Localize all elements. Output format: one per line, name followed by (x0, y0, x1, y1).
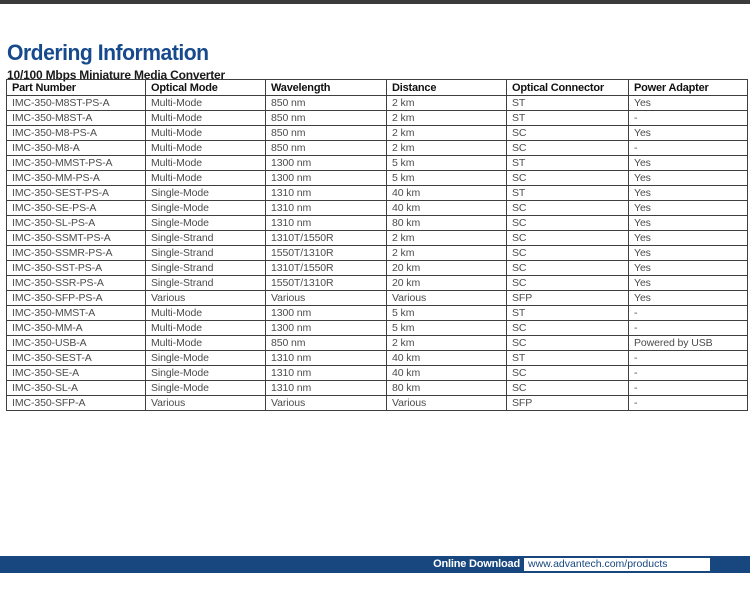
table-cell: 5 km (387, 306, 507, 321)
table-cell: Yes (629, 201, 748, 216)
table-cell: Multi-Mode (146, 306, 266, 321)
table-cell: 2 km (387, 111, 507, 126)
table-cell: 5 km (387, 321, 507, 336)
table-cell: 850 nm (266, 141, 387, 156)
table-cell: SC (507, 231, 629, 246)
table-subtitle: 10/100 Mbps Miniature Media Converter (7, 67, 225, 82)
table-cell: Various (266, 291, 387, 306)
table-cell: IMC-350-MM-PS-A (7, 171, 146, 186)
table-cell: 2 km (387, 141, 507, 156)
table-row (7, 156, 748, 171)
table-cell: Multi-Mode (146, 171, 266, 186)
table-cell: 5 km (387, 171, 507, 186)
table-cell: Various (146, 396, 266, 411)
table-cell: SFP (507, 396, 629, 411)
table-cell: Yes (629, 171, 748, 186)
table-cell: 850 nm (266, 126, 387, 141)
table-cell: 2 km (387, 96, 507, 111)
table-cell: IMC-350-SFP-PS-A (7, 291, 146, 306)
table-cell: SC (507, 321, 629, 336)
table-row (7, 171, 748, 186)
table-row (7, 111, 748, 126)
table-cell: 2 km (387, 231, 507, 246)
table-cell: Yes (629, 261, 748, 276)
table-cell: ST (507, 306, 629, 321)
table-cell: 20 km (387, 276, 507, 291)
table-cell: ST (507, 156, 629, 171)
table-cell: Multi-Mode (146, 141, 266, 156)
table-cell: IMC-350-SEST-A (7, 351, 146, 366)
table-cell: SC (507, 261, 629, 276)
table-cell: IMC-350-M8ST-PS-A (7, 96, 146, 111)
table-cell: IMC-350-USB-A (7, 336, 146, 351)
table-cell: Single-Strand (146, 246, 266, 261)
table-cell: Yes (629, 246, 748, 261)
table-cell: SC (507, 336, 629, 351)
table-cell: SFP (507, 291, 629, 306)
table-cell: ST (507, 111, 629, 126)
table-cell: 850 nm (266, 96, 387, 111)
table-cell: IMC-350-SFP-A (7, 396, 146, 411)
table-cell: 1310T/1550R (266, 231, 387, 246)
table-cell: ST (507, 96, 629, 111)
website-url-link[interactable]: www.advantech.com/products (524, 558, 710, 571)
table-cell: IMC-350-SSR-PS-A (7, 276, 146, 291)
table-row (7, 366, 748, 381)
table-row (7, 336, 748, 351)
table-cell: - (629, 306, 748, 321)
table-row (7, 321, 748, 336)
table-cell: ST (507, 186, 629, 201)
ordering-table-container (6, 79, 747, 411)
table-cell: 1300 nm (266, 156, 387, 171)
table-cell: IMC-350-SSMT-PS-A (7, 231, 146, 246)
table-cell: 80 km (387, 381, 507, 396)
column-header: Distance (387, 80, 507, 96)
column-header: Optical Mode (146, 80, 266, 96)
table-cell: 850 nm (266, 111, 387, 126)
table-cell: Single-Strand (146, 231, 266, 246)
table-cell: 1310 nm (266, 366, 387, 381)
table-cell: 40 km (387, 366, 507, 381)
table-row (7, 351, 748, 366)
table-cell: IMC-350-M8-A (7, 141, 146, 156)
table-row (7, 231, 748, 246)
table-cell: Single-Mode (146, 201, 266, 216)
table-cell: - (629, 381, 748, 396)
table-cell: SC (507, 141, 629, 156)
table-cell: IMC-350-SE-PS-A (7, 201, 146, 216)
table-cell: Yes (629, 126, 748, 141)
table-cell: SC (507, 126, 629, 141)
table-cell: ST (507, 351, 629, 366)
table-cell: 2 km (387, 246, 507, 261)
table-row (7, 306, 748, 321)
table-row (7, 246, 748, 261)
table-cell: Single-Strand (146, 276, 266, 291)
online-download-label: Online Download (433, 558, 520, 570)
table-cell: - (629, 111, 748, 126)
table-cell: 1310 nm (266, 381, 387, 396)
table-cell: Yes (629, 276, 748, 291)
table-cell: IMC-350-M8-PS-A (7, 126, 146, 141)
table-cell: IMC-350-SE-A (7, 366, 146, 381)
table-row (7, 261, 748, 276)
table-cell: SC (507, 276, 629, 291)
table-cell: IMC-350-MMST-PS-A (7, 156, 146, 171)
table-cell: Various (387, 396, 507, 411)
table-cell: SC (507, 246, 629, 261)
ordering-table (6, 79, 748, 411)
table-cell: 1310 nm (266, 216, 387, 231)
page-title: Ordering Information (7, 39, 209, 65)
table-cell: Multi-Mode (146, 111, 266, 126)
table-cell: IMC-350-SST-PS-A (7, 261, 146, 276)
table-cell: - (629, 141, 748, 156)
table-row (7, 381, 748, 396)
column-header: Part Number (7, 80, 146, 96)
table-cell: SC (507, 171, 629, 186)
table-cell: IMC-350-M8ST-A (7, 111, 146, 126)
table-row (7, 276, 748, 291)
table-cell: Single-Strand (146, 261, 266, 276)
table-cell: Yes (629, 156, 748, 171)
table-cell: IMC-350-SL-PS-A (7, 216, 146, 231)
table-cell: Yes (629, 216, 748, 231)
table-row (7, 96, 748, 111)
column-header: Wavelength (266, 80, 387, 96)
table-cell: 80 km (387, 216, 507, 231)
table-cell: Multi-Mode (146, 321, 266, 336)
table-cell: 1310T/1550R (266, 261, 387, 276)
column-header: Optical Connector (507, 80, 629, 96)
table-cell: IMC-350-SSMR-PS-A (7, 246, 146, 261)
table-cell: Yes (629, 231, 748, 246)
table-cell: Multi-Mode (146, 156, 266, 171)
footer-bar (0, 556, 750, 573)
table-cell: Yes (629, 96, 748, 111)
table-cell: IMC-350-MMST-A (7, 306, 146, 321)
table-cell: Yes (629, 291, 748, 306)
table-cell: 1310 nm (266, 186, 387, 201)
table-cell: 40 km (387, 351, 507, 366)
table-cell: - (629, 396, 748, 411)
table-cell: IMC-350-MM-A (7, 321, 146, 336)
table-cell: Various (146, 291, 266, 306)
table-row (7, 126, 748, 141)
table-cell: Multi-Mode (146, 126, 266, 141)
table-cell: Multi-Mode (146, 336, 266, 351)
table-cell: 1310 nm (266, 351, 387, 366)
table-row (7, 216, 748, 231)
table-cell: - (629, 366, 748, 381)
table-cell: - (629, 321, 748, 336)
table-cell: 1300 nm (266, 171, 387, 186)
table-row (7, 201, 748, 216)
table-row (7, 141, 748, 156)
table-cell: Single-Mode (146, 186, 266, 201)
table-cell: Various (266, 396, 387, 411)
table-cell: Single-Mode (146, 381, 266, 396)
table-cell: SC (507, 366, 629, 381)
table-cell: 1300 nm (266, 321, 387, 336)
table-row (7, 186, 748, 201)
column-header: Power Adapter (629, 80, 748, 96)
table-cell: 850 nm (266, 336, 387, 351)
table-header (7, 80, 748, 96)
table-cell: Single-Mode (146, 351, 266, 366)
table-cell: Yes (629, 186, 748, 201)
top-accent-bar (0, 0, 750, 4)
table-cell: 40 km (387, 201, 507, 216)
table-cell: 1550T/1310R (266, 276, 387, 291)
table-cell: 5 km (387, 156, 507, 171)
table-cell: 20 km (387, 261, 507, 276)
table-cell: SC (507, 216, 629, 231)
table-cell: IMC-350-SEST-PS-A (7, 186, 146, 201)
table-cell: Multi-Mode (146, 96, 266, 111)
table-body (7, 96, 748, 411)
table-cell: Powered by USB (629, 336, 748, 351)
table-row (7, 291, 748, 306)
table-cell: - (629, 351, 748, 366)
table-header-row (7, 80, 748, 96)
table-cell: 1300 nm (266, 306, 387, 321)
table-row (7, 396, 748, 411)
table-cell: 1310 nm (266, 201, 387, 216)
table-cell: Various (387, 291, 507, 306)
table-cell: SC (507, 201, 629, 216)
table-cell: 2 km (387, 336, 507, 351)
table-cell: 40 km (387, 186, 507, 201)
table-cell: Single-Mode (146, 216, 266, 231)
table-cell: IMC-350-SL-A (7, 381, 146, 396)
table-cell: SC (507, 381, 629, 396)
table-cell: 2 km (387, 126, 507, 141)
table-cell: Single-Mode (146, 366, 266, 381)
table-cell: 1550T/1310R (266, 246, 387, 261)
